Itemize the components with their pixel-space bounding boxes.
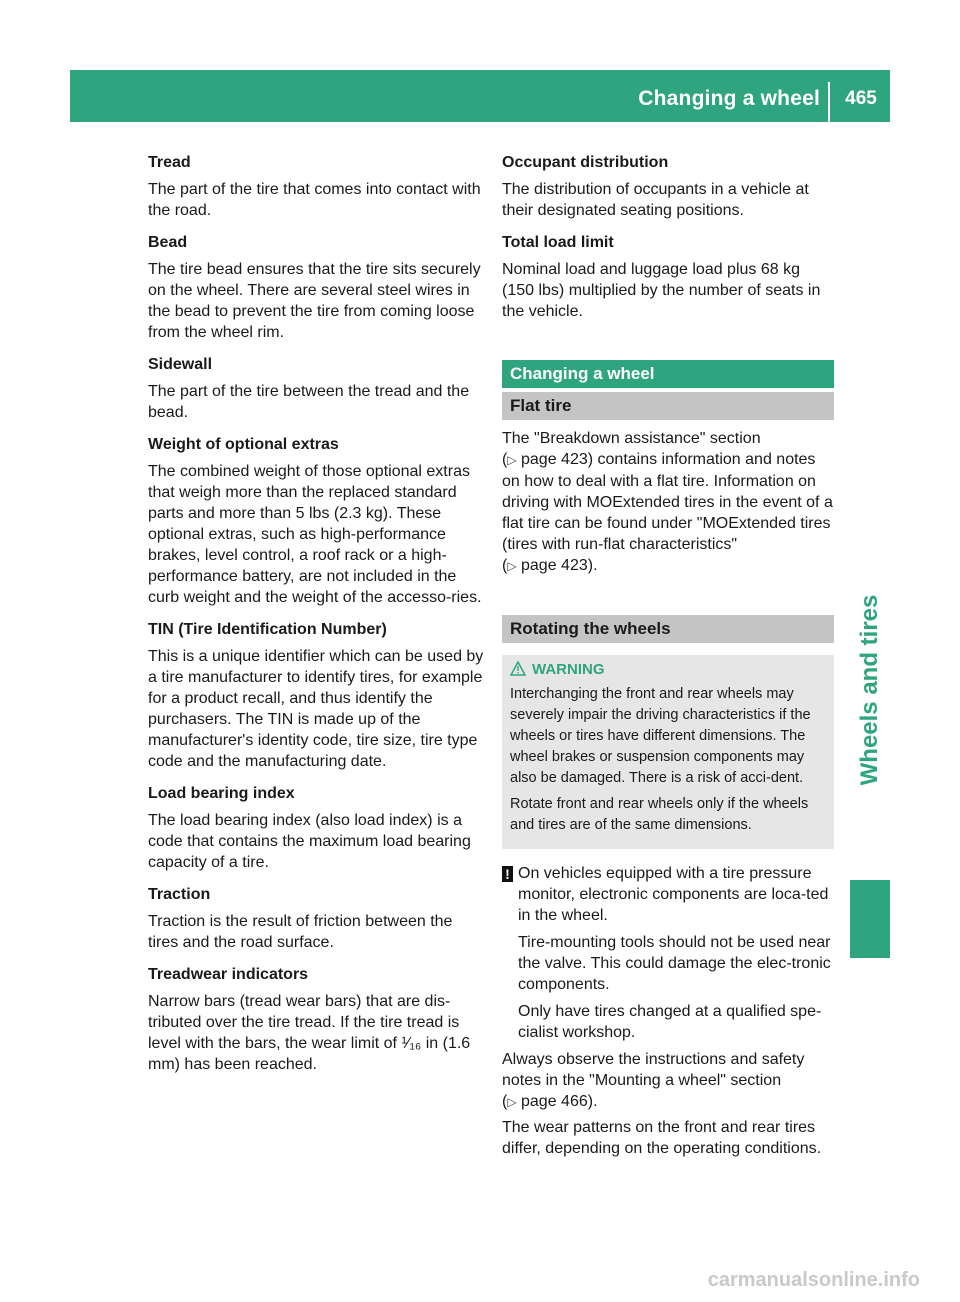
- term-heading: Total load limit: [502, 234, 614, 251]
- term-definition: Nominal load and luggage load plus 68 kg (150 lbs) multiplied by the number of seats in the vehicle.: [502, 261, 821, 320]
- term-definition: Narrow bars (tread wear bars) that are dis-tributed over the tire tread. If the tire tread is level with the bars, the wear limit of ¹⁄₁₆ in (1.6 mm) has been reached.: [148, 993, 471, 1073]
- term-heading: Traction: [148, 886, 211, 903]
- term-definition: The combined weight of those optional extras that weigh more than the replaced standard parts and more than 5 lbs (2.3 kg). These optional extras, such as high-performance brakes, level control, a roof rack or a high-performance battery, are not included in the curb weight and the weight of the accesso-ries.: [148, 463, 482, 606]
- term-definition: The distribution of occupants in a vehicle at their designated seating positions.: [502, 181, 809, 219]
- term-definition: The load bearing index (also load index) is a code that contains the maximum load bearing capacity of a tire.: [148, 812, 471, 871]
- definition-item: [148, 964, 484, 1075]
- term-definition: Traction is the result of friction between the tires and the road surface.: [148, 913, 453, 951]
- definition-item: [502, 152, 834, 221]
- header-bar: [70, 70, 890, 122]
- page-reference-arrow-icon: ▷: [507, 453, 517, 467]
- term-definition: The part of the tire between the tread and the bead.: [148, 383, 470, 421]
- term-heading: TIN (Tire Identification Number): [148, 621, 387, 638]
- watermark: carmanualsonline.info: [707, 1269, 920, 1291]
- definition-item: [148, 232, 484, 343]
- flat-tire-text: The "Breakdown assistance" section (▷ page 423) contains information and notes on how to deal with a flat tire. Information on driving with MOExtended tires in the event of a flat tire can be found under "MOExtended tires (tires with run-flat characteristics" (▷ page 423).: [502, 430, 833, 574]
- definition-item: [148, 434, 484, 608]
- note-paragraph: Tire-mounting tools should not be used near the valve. This could damage the elec-tronic components.: [518, 934, 831, 993]
- warning-paragraph: Rotate front and rear wheels only if the wheels and tires are of the same dimensions.: [510, 796, 809, 833]
- chapter-tab-label: Wheels and tires: [856, 594, 883, 786]
- exclamation-icon: !: [502, 866, 513, 882]
- definition-item: [148, 619, 484, 772]
- definition-item: [148, 783, 484, 873]
- header-divider: [828, 82, 830, 122]
- chapter-tab: [850, 540, 890, 840]
- warning-paragraph: Interchanging the front and rear wheels may severely impair the driving characteristics if the wheels or tires have different dimensions. The wheel brakes or suspension components may also be damaged. There is a risk of acci-dent.: [510, 686, 811, 786]
- subsection-heading-rotating-wheels: Rotating the wheels: [502, 615, 834, 643]
- page-reference-arrow-icon: ▷: [507, 1095, 517, 1109]
- mounting-reference-text: Always observe the instructions and safety notes in the "Mounting a wheel" section (▷ page 466).: [502, 1051, 805, 1110]
- definition-item: [502, 232, 834, 322]
- chapter-marker: [850, 880, 890, 958]
- wear-pattern-text: The wear patterns on the front and rear tires differ, depending on the operating conditions.: [502, 1119, 822, 1157]
- right-column: [502, 152, 834, 1163]
- definition-item: [148, 884, 484, 953]
- term-heading: Occupant distribution: [502, 154, 669, 171]
- warning-label: WARNING: [532, 661, 605, 678]
- page-number: 465: [845, 88, 877, 109]
- note-paragraph: Only have tires changed at a qualified spe-cialist workshop.: [518, 1003, 822, 1041]
- term-heading: Sidewall: [148, 356, 213, 373]
- term-heading: Load bearing index: [148, 785, 295, 802]
- term-heading: Bead: [148, 234, 188, 251]
- note-block: [502, 863, 834, 1043]
- term-definition: The part of the tire that comes into contact with the road.: [148, 181, 481, 219]
- section-heading-changing-wheel: Changing a wheel: [502, 360, 834, 388]
- subsection-heading-flat-tire: Flat tire: [502, 392, 834, 420]
- term-heading: Treadwear indicators: [148, 966, 309, 983]
- left-column: [148, 152, 484, 1086]
- term-heading: Tread: [148, 154, 191, 171]
- warning-box: [502, 655, 834, 849]
- page-title: Changing a wheel: [638, 87, 820, 110]
- note-paragraph: On vehicles equipped with a tire pressure monitor, electronic components are loca-ted in the wheel.: [518, 865, 829, 924]
- term-definition: The tire bead ensures that the tire sits securely on the wheel. There are several steel wires in the bead to prevent the tire from coming loose from the wheel rim.: [148, 261, 481, 341]
- term-heading: Weight of optional extras: [148, 436, 339, 453]
- term-definition: This is a unique identifier which can be used by a tire manufacturer to identify tires, for example for a product recall, and thus identify the purchasers. The TIN is made up of the manufacturer's identity code, tire size, tire type code and the manufacturing date.: [148, 648, 484, 770]
- page-reference-arrow-icon: ▷: [507, 559, 517, 573]
- definition-item: [148, 152, 484, 221]
- warning-heading: [510, 659, 827, 682]
- warning-triangle-icon: [510, 661, 526, 682]
- definition-item: [148, 354, 484, 423]
